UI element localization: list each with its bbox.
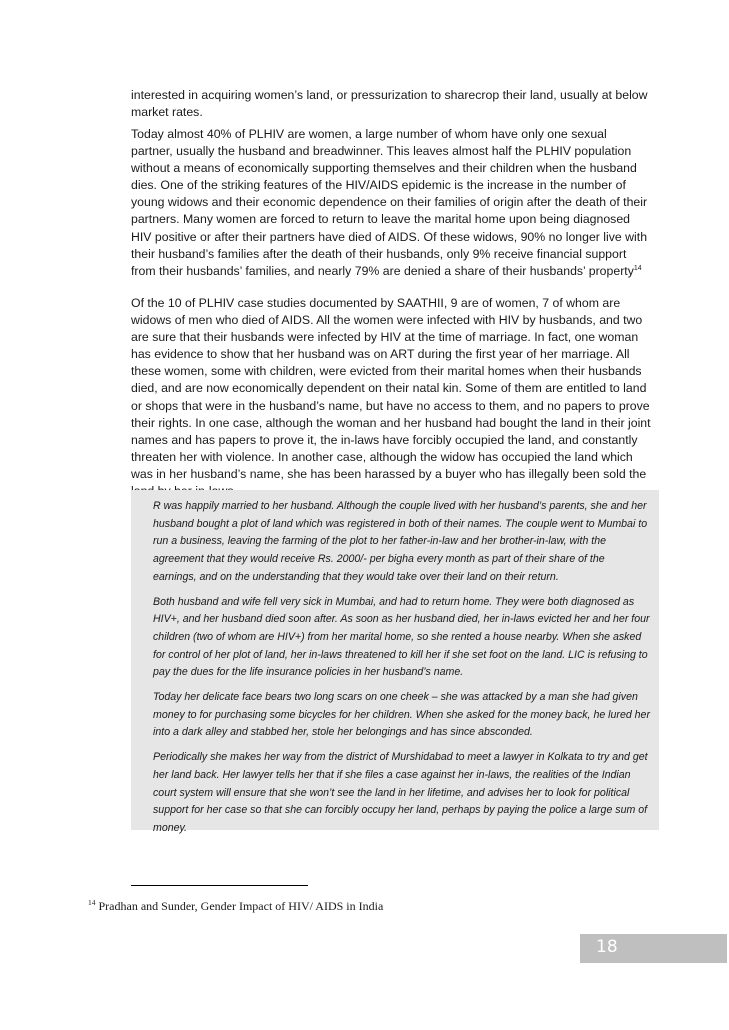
page-number: 18	[596, 937, 618, 957]
paragraph-text	[131, 126, 651, 280]
case-study-text	[153, 498, 650, 845]
footnote-reference[interactable]: 14	[633, 264, 642, 272]
case-study-paragraph: Today her delicate face bears two long scars on one cheek – she was attacked by a man she had given money to for purchasing some bicycles for her children. When she asked for the money back, he lured her into a dark alley and stabbed her, stole her belongings and has since absconded.	[153, 691, 650, 739]
page-number-badge	[580, 934, 727, 963]
case-study-box	[131, 490, 659, 834]
footnote	[88, 898, 383, 914]
paragraph-text: interested in acquiring women’s land, or pressurization to sharecrop their land, usually at below market rates.	[131, 88, 648, 120]
case-study-paragraph: Both husband and wife fell very sick in Mumbai, and had to return home. They were both diagnosed as HIV+, and her husband died soon after. As soon as her husband died, her in-laws evicted her and her four children (two of whom are HIV+) from her marital home, so she rented a house nearby. When she asked for control of her plot of land, her in-laws threatened to kill her if she set foot on the land. LIC is refusing to pay the dues for the life insurance policies in her husband’s name.	[153, 595, 650, 679]
footnote-number: 14	[88, 898, 96, 907]
paragraph-text-content: Today almost 40% of PLHIV are women, a large number of whom have only one sexual partner, usually the husband and breadwinner. This leaves almost half the PLHIV population without a means of economically supporting themselves and their children when the husband dies. One of the striking features of the HIV/AIDS epidemic is the increase in the number of young widows and their economic dependence on their families of origin after the death of their partners. Many women are forced to return to leave the marital home upon being diagnosed HIV positive or after their partners have died of AIDS. Of these widows, 90% no longer live with their husband’s families after the death of their husbands, only 9% receive financial support from their husbands’ families, and nearly 79% are denied a share of their husbands’ property	[131, 127, 648, 278]
paragraph-text: Of the 10 of PLHIV case studies documented by SAATHII, 9 are of women, 7 of whom are widows of men who died of AIDS. All the women were infected with HIV by husbands, and two are sure that their husbands were infected by HIV at the time of marriage. In fact, one woman has evidence to show that her husband was on ART during the first year of her marriage. All these women, some with children, were evicted from their marital homes when their husbands died, and are now economically dependent on their natal kin. Some of them are entitled to land or shops that were in the husband’s name, but have no access to them, and no papers to prove their rights. In one case, although the woman and her husband had bought the land in their joint names and has papers to prove it, the in-laws have forcibly occupied the land, and constantly threaten her with violence. In another case, although the widow has occupied the land which was in her husband’s name, she has been harassed by a buyer who has illegally been sold the	[131, 296, 651, 481]
footnote-divider	[131, 885, 308, 886]
footnote-text: Pradhan and Sunder, Gender Impact of HIV/ AIDS in India	[98, 899, 384, 913]
body-paragraph-2	[131, 126, 651, 280]
body-paragraph-1	[131, 87, 651, 121]
body-paragraph-3	[131, 295, 651, 500]
case-study-paragraph: Periodically she makes her way from the district of Murshidabad to meet a lawyer in Kolkata to try and get her land back. Her lawyer tells her that if she files a case against her in-laws, the realities of the Indian court system will ensure that she won’t see the land in her lifetime, and advises her to look for political support for her case so that she can forcibly occupy her land, perhaps by paying the police a large sum of money.	[153, 751, 648, 834]
case-study-paragraph: R was happily married to her husband. Although the couple lived with her husband’s parents, she and her husband bought a plot of land which was registered in both of their names. The couple went to Mumbai to run a business, leaving the farming of the plot to her father-in-law and her brother-in-law, with the agreement that they would receive Rs. 2000/- per bigha every month as part of their share of the earnings, and on the understanding that they would take over their land on their return.	[153, 500, 648, 583]
